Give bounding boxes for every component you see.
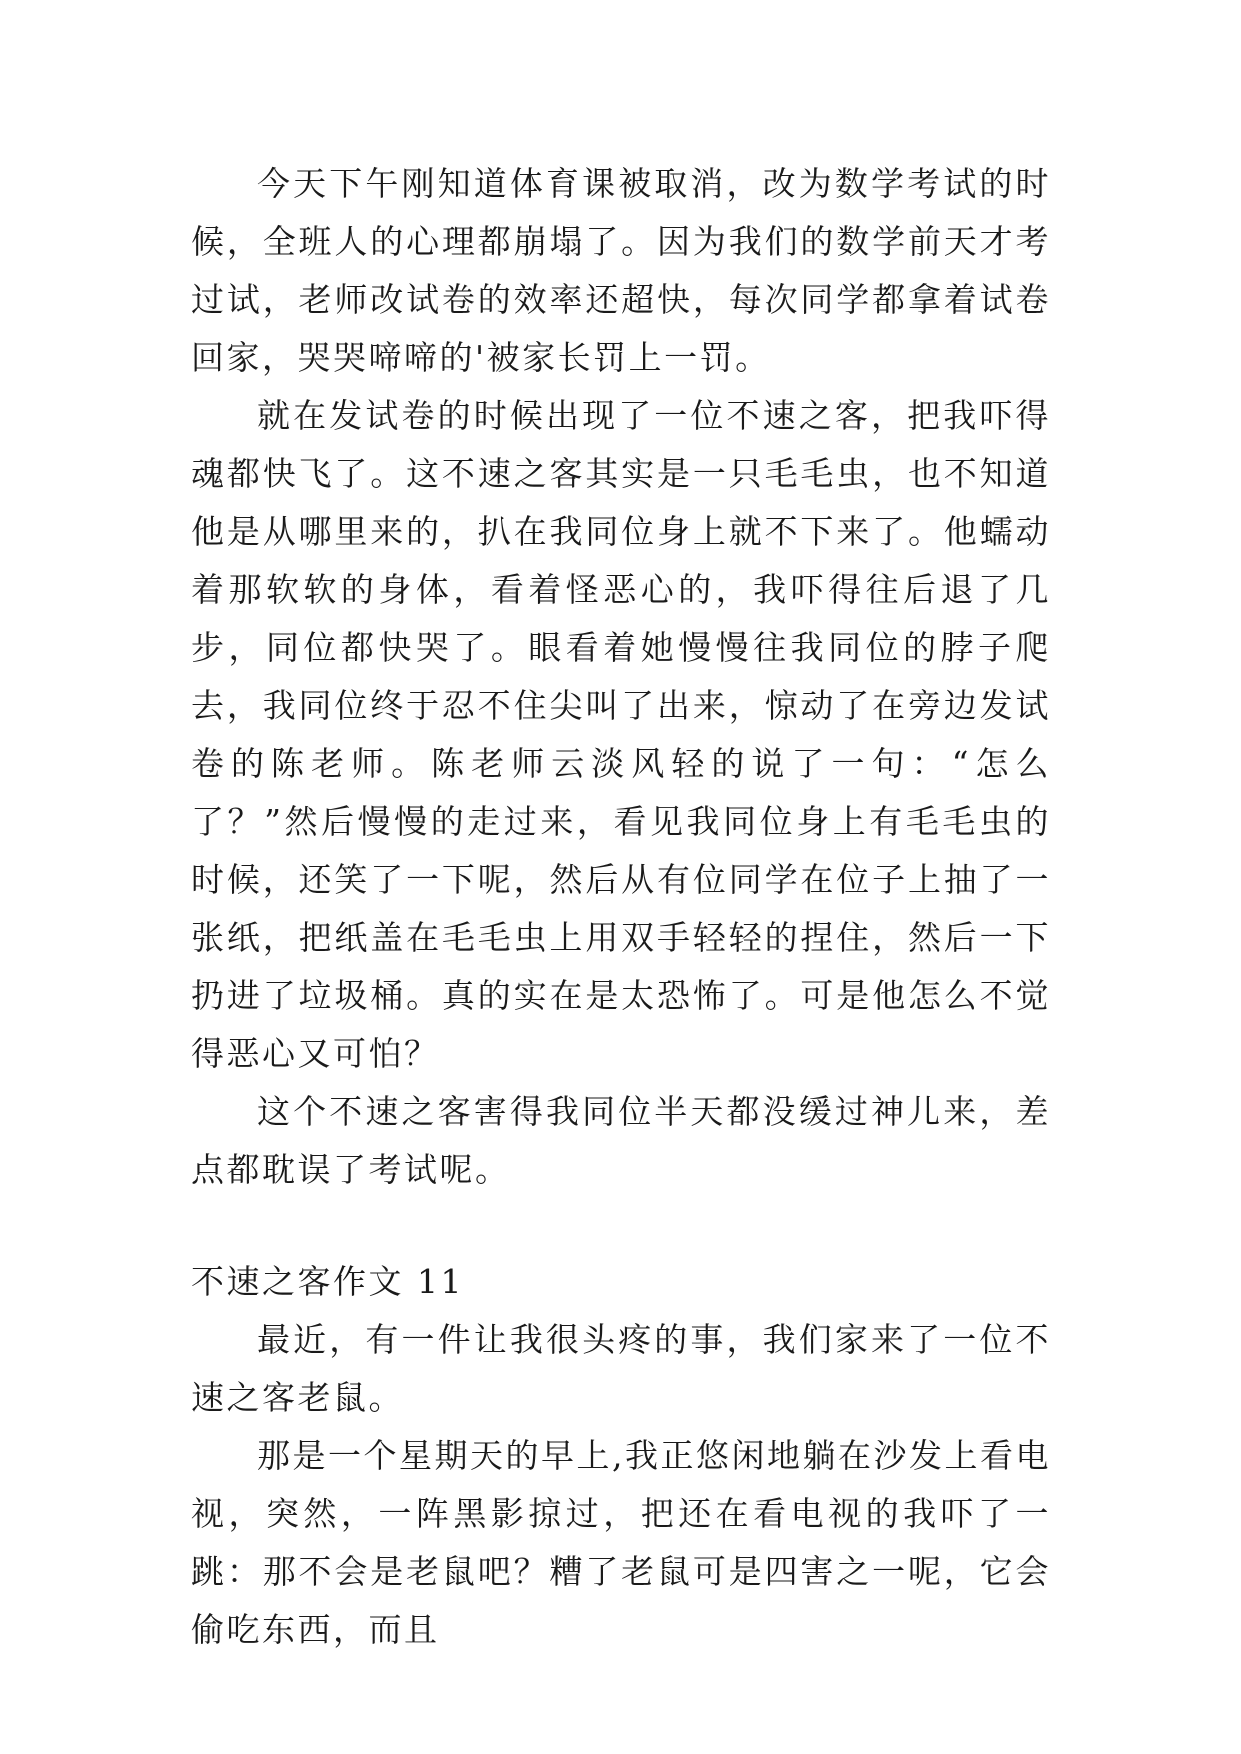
document-page	[191, 155, 1051, 1659]
paragraph-1: 今天下午刚知道体育课被取消，改为数学考试的时候，全班人的心理都崩塌了。因为我们的数学前天才考过试，老师改试卷的效率还超快，每次同学都拿着试卷回家，哭哭啼啼的'被家长罚上一罚。	[191, 164, 1051, 377]
section-title: 不速之客作文 11	[191, 1262, 464, 1301]
paragraph-4: 最近，有一件让我很头疼的事，我们家来了一位不速之客老鼠。	[191, 1320, 1051, 1417]
paragraph-3: 这个不速之客害得我同位半天都没缓过神儿来，差点都耽误了考试呢。	[191, 1092, 1051, 1189]
paragraph-2: 就在发试卷的时候出现了一位不速之客，把我吓得魂都快飞了。这不速之客其实是一只毛毛虫，也不知道他是从哪里来的，扒在我同位身上就不下来了。他蠕动着那软软的身体，看着怪恶心的，我吓得往后退了几步，同位都快哭了。眼看着她慢慢往我同位的脖子爬去，我同位终于忍不住尖叫了出来，惊动了在旁边发试卷的陈老师。陈老师云淡风轻的说了一句：“怎么了？”然后慢慢的走过来，看见我同位身上有毛毛虫的时候，还笑了一下呢，然后从有位同学在位子上抽了一张纸，把纸盖在毛毛虫上用双手轻轻的捏住，然后一下扔进了垃圾桶。真的实在是太恐怖了。可是他怎么不觉得恶心又可怕？	[191, 396, 1051, 1073]
paragraph-5: 那是一个星期天的早上,我正悠闲地躺在沙发上看电视，突然，一阵黑影掠过，把还在看电视的我吓了一跳：那不会是老鼠吧？糟了老鼠可是四害之一呢，它会偷吃东西，而且	[191, 1436, 1051, 1649]
